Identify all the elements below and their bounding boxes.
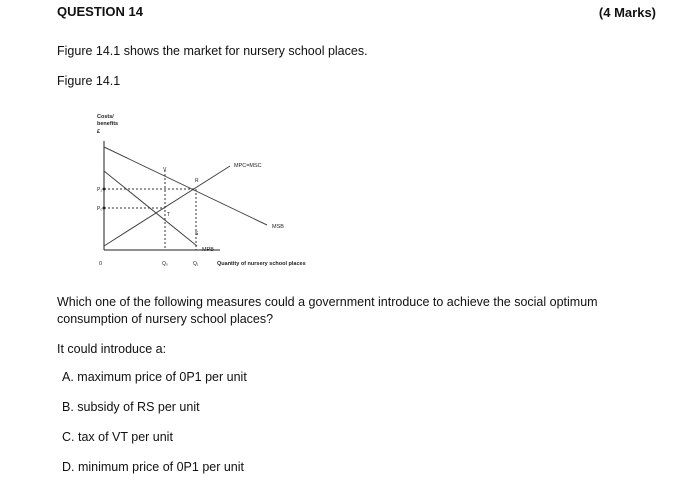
y-axis-unit: £: [97, 129, 101, 135]
option-b[interactable]: B. subsidy of RS per unit: [62, 400, 200, 414]
p0-label: P₀: [97, 206, 103, 212]
point-r-label: R: [195, 178, 199, 184]
marks-label: (4 Marks): [598, 5, 656, 20]
option-a[interactable]: A. maximum price of 0P1 per unit: [62, 370, 247, 384]
figure-label: Figure 14.1: [57, 74, 121, 88]
mpb-curve-label: MPB: [202, 247, 214, 253]
question-title: QUESTION 14: [57, 4, 143, 19]
question-text: Which one of the following measures could a government introduce to achieve the social optimum consumption of nursery school places?: [57, 295, 598, 326]
prompt-text: It could introduce a:: [57, 342, 167, 356]
p1-tick: [103, 188, 106, 191]
option-c[interactable]: C. tax of VT per unit: [62, 430, 173, 444]
y-axis-label-2: benefits: [97, 121, 119, 127]
p1-label: P₁: [97, 187, 103, 193]
option-d[interactable]: D. minimum price of 0P1 per unit: [62, 460, 245, 474]
p0-tick: [103, 207, 106, 210]
market-diagram: [85, 108, 345, 268]
supply-curve-label: MPC=MSC: [234, 163, 262, 169]
msb-curve-label: MSB: [272, 224, 284, 230]
x-axis-label: Quantity of nursery school places: [217, 261, 306, 267]
point-s-label: S: [195, 231, 199, 237]
y-axis-label-1: Costs/: [97, 114, 114, 120]
supply-curve: [104, 166, 230, 246]
q0-label: Q₀: [162, 261, 168, 267]
msb-curve: [104, 147, 267, 225]
point-v-label: V: [163, 167, 167, 173]
point-t-label: T: [167, 212, 171, 218]
intro-text: Figure 14.1 shows the market for nursery school places.: [57, 44, 368, 58]
origin-label: 0: [99, 261, 103, 267]
q1-label: Q₁: [193, 261, 199, 267]
